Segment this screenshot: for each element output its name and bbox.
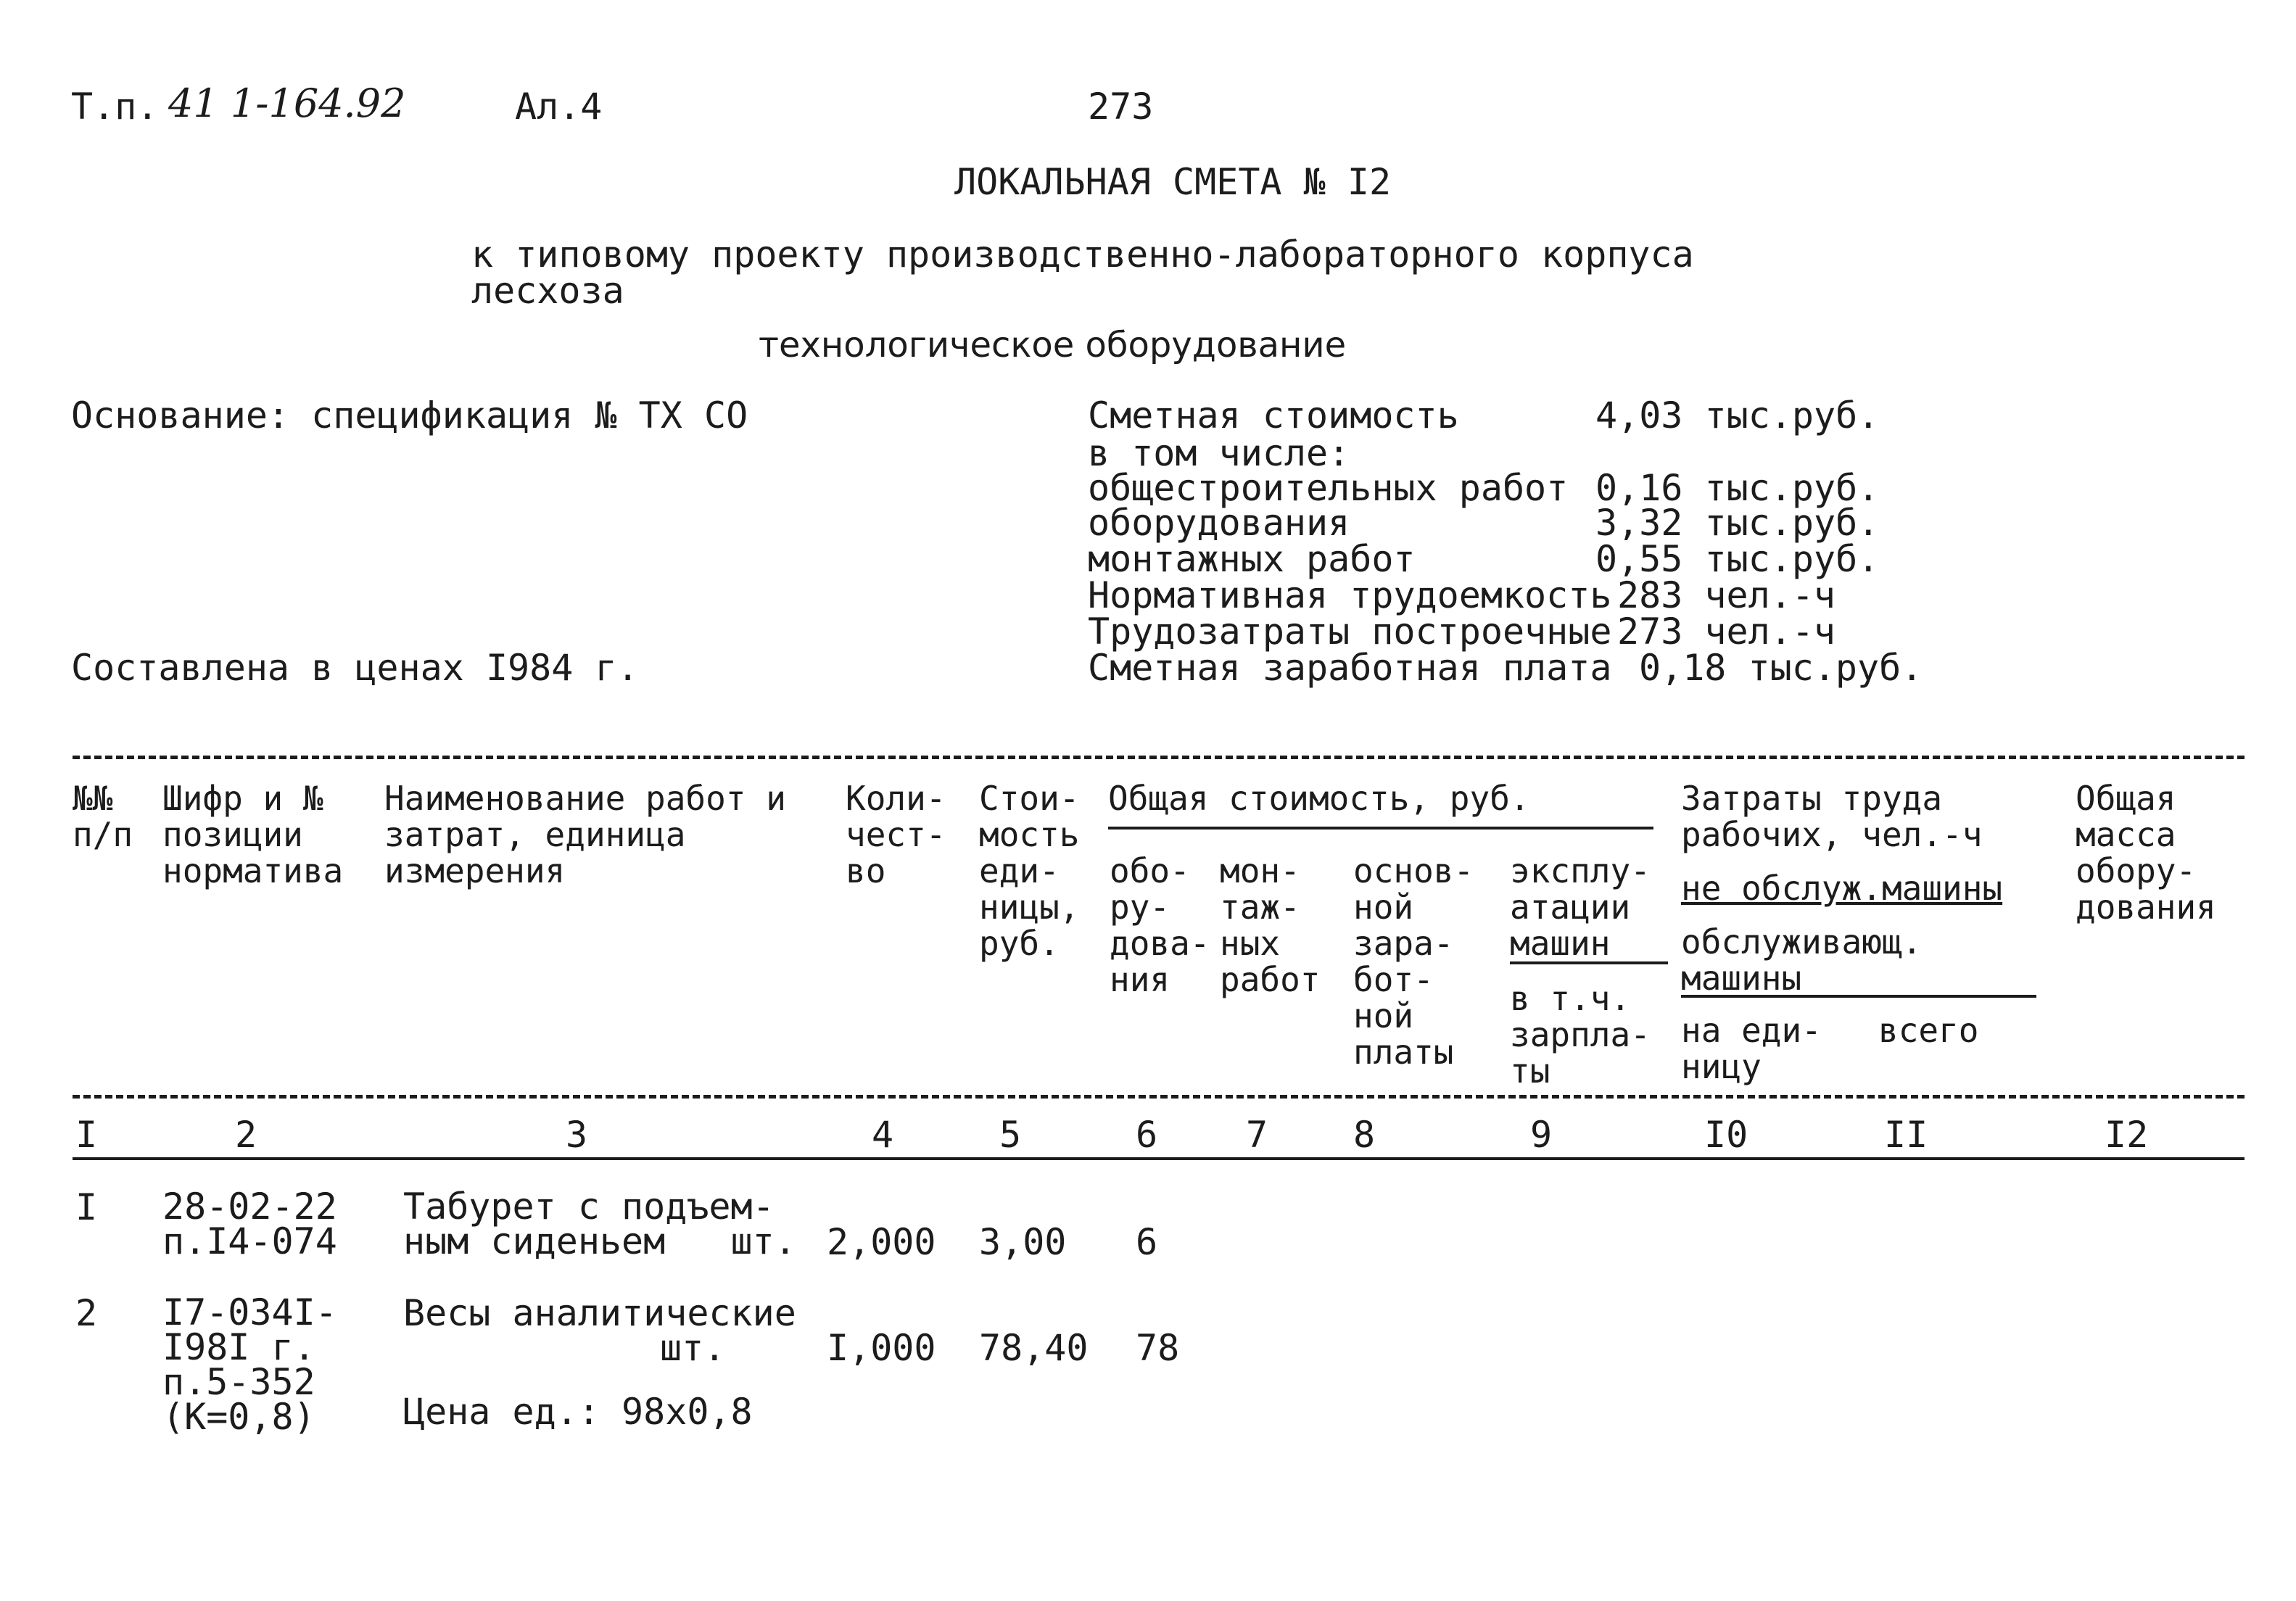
row-unit-cost: 78,40 xyxy=(979,1327,1089,1369)
subtitle-line-1: к типовому проекту производственно-лабораторного корпуса xyxy=(471,233,1694,276)
row-name: Весы аналитические xyxy=(403,1292,796,1334)
project-prefix: Т.п. xyxy=(71,86,159,128)
summary-label: общестроительных работ xyxy=(1088,467,1569,509)
row-equipment-cost: 78 xyxy=(1136,1327,1180,1369)
document-title: ЛОКАЛЬНАЯ СМЕТА № I2 xyxy=(954,161,1392,203)
header-col1: №№ п/п xyxy=(73,779,133,854)
summary-label: Нормативная трудоемкость xyxy=(1088,574,1612,616)
summary-label: Сметная стоимость xyxy=(1088,394,1459,437)
row-price-note: Цена ед.: 98х0,8 xyxy=(403,1391,753,1433)
column-number: 8 xyxy=(1353,1114,1376,1156)
header-col9b: в т.ч. зарпла- ты xyxy=(1510,979,1651,1091)
column-number: I xyxy=(75,1114,98,1156)
header-bottom-rule xyxy=(73,1095,2245,1099)
row-number: I xyxy=(75,1186,98,1228)
row-code: I7-034I- I98I г. п.5-352 (К=0,8) xyxy=(162,1291,337,1438)
row-unit: шт. xyxy=(660,1327,726,1369)
header-col6: обо- ру- дова- ния xyxy=(1110,851,1210,999)
summary-label: оборудования xyxy=(1088,502,1350,544)
table-top-rule xyxy=(73,756,2245,759)
column-numbers-underline xyxy=(73,1157,2245,1160)
group-cost-underline xyxy=(1108,827,1653,830)
header-col12: Общая масса обору- дования xyxy=(2076,779,2216,927)
header-labor-not-serving: не обслуж.машины xyxy=(1681,869,2003,908)
row-code: 28-02-22 п.I4-074 xyxy=(162,1186,337,1262)
summary-value: 273 чел.-ч xyxy=(1617,611,1836,653)
header-col5: Стои- мость еди- ницы, руб. xyxy=(979,779,1080,963)
column-number: 6 xyxy=(1136,1114,1158,1156)
header-col11: всего xyxy=(1878,1011,1979,1050)
subtitle-line-2: лесхоза xyxy=(471,270,624,312)
page-number: 273 xyxy=(1088,86,1154,128)
column-number: 5 xyxy=(999,1114,1022,1156)
header-col7: мон- таж- ных работ xyxy=(1220,851,1321,999)
labor-divider xyxy=(1681,995,2036,998)
basis-text: Основание: спецификация № ТХ СО xyxy=(71,394,748,437)
summary-value: 0,55 тыс.руб. xyxy=(1595,538,1880,580)
column-number: 3 xyxy=(566,1114,588,1156)
summary-value: 3,32 тыс.руб. xyxy=(1595,502,1880,544)
row-number: 2 xyxy=(75,1292,98,1334)
column-number: II xyxy=(1884,1114,1928,1156)
project-number: 41 1-164.92 xyxy=(168,80,406,126)
header-col3: Наименование работ и затрат, единица измерения xyxy=(384,779,786,890)
summary-value: 0,16 тыс.руб. xyxy=(1595,467,1880,509)
row-quantity: I,000 xyxy=(827,1327,936,1369)
row-unit-cost: 3,00 xyxy=(979,1221,1067,1263)
header-labor-serving: обслуживающ. машины xyxy=(1681,922,1923,998)
column-number: I2 xyxy=(2105,1114,2149,1156)
sheet-label: Ал.4 xyxy=(515,86,603,128)
summary-label: Трудозатраты построечные xyxy=(1088,611,1612,653)
header-group-labor: Затраты труда рабочих, чел.-ч xyxy=(1681,779,1983,854)
summary-value: 283 чел.-ч xyxy=(1617,574,1836,616)
summary-value: 4,03 тыс.руб. xyxy=(1595,394,1880,437)
section-title: технологическое оборудование xyxy=(759,325,1347,365)
col9-divider xyxy=(1510,961,1668,964)
header-col10: на еди- ницу xyxy=(1681,1011,1822,1086)
column-number: I0 xyxy=(1704,1114,1748,1156)
row-equipment-cost: 6 xyxy=(1136,1221,1158,1263)
summary-value: 0,18 тыс.руб. xyxy=(1639,647,1923,689)
header-group-cost: Общая стоимость, руб. xyxy=(1108,779,1530,818)
prices-year: Составлена в ценах I984 г. xyxy=(71,647,639,689)
column-number: 2 xyxy=(235,1114,257,1156)
row-quantity: 2,000 xyxy=(827,1221,936,1263)
column-number: 9 xyxy=(1530,1114,1553,1156)
summary-label: Сметная заработная плата xyxy=(1088,647,1612,689)
column-number: 4 xyxy=(872,1114,894,1156)
column-number: 7 xyxy=(1246,1114,1268,1156)
summary-label: в том числе: xyxy=(1088,432,1350,474)
header-col8: основ- ной зара- бот- ной платы xyxy=(1353,851,1474,1072)
row-name: Табурет с подъем- ным сиденьем шт. xyxy=(403,1186,796,1262)
header-col9a: эксплу- атации машин xyxy=(1510,851,1651,963)
header-col2: Шифр и № позиции норматива xyxy=(162,779,344,890)
header-col4: Коли- чест- во xyxy=(846,779,946,890)
summary-label: монтажных работ xyxy=(1088,538,1416,580)
